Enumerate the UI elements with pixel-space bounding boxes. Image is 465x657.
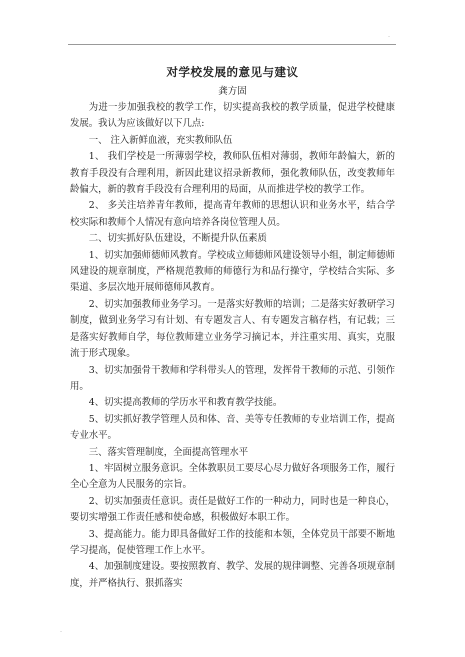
bottom-mark: - xyxy=(60,628,63,635)
corner-mark: - xyxy=(388,33,391,40)
paragraph: 2、切实加强教师业务学习。一是落实好教师的培训；二是落实好教研学习制度，做到业务学习有计划、有专题发言人、有专题发言稿存档，有记载；三是落实好教师自学，每位教师建立业务学习摘记本，并注重实用、真实，克服流于形式现象。 xyxy=(70,298,395,360)
section-heading: 二、切实抓好队伍建设，不断提升队伍素质 xyxy=(88,233,267,245)
paragraph: 3、提高能力。能力即具备做好工作的技能和本领，全体党员干部要不断地学习提高，促使管理工作上水平。 xyxy=(70,528,395,556)
author-name: 龚方固 xyxy=(218,86,247,97)
paragraph: 4、加强制度建设。要按照教育、教学、发展的规律调整、完善各项规章制度，并严格执行、狠抓落实 xyxy=(70,561,395,589)
header-rule xyxy=(68,44,396,45)
paragraph: 2、切实加强责任意识。责任是做好工作的一种动力，同时也是一种良心，要切实增强工作责任感和使命感，积极做好本职工作。 xyxy=(70,495,395,524)
paragraph: 为进一步加强我校的教学工作，切实提高我校的教学质量，促进学校健康发展。我认为应该做好以下几点: xyxy=(70,102,395,130)
page-title: 对学校发展的意见与建议 xyxy=(166,65,299,79)
document-body xyxy=(70,100,395,592)
paragraph: 1、牢固树立服务意识。全体教职员工要尽心尽力做好各项服务工作，履行全心全意为人民服务的宗旨。 xyxy=(70,462,395,491)
paragraph: 5、切实抓好教学管理人员和体、音、美等专任教师的专业培训工作，提高专业水平。 xyxy=(70,413,395,442)
paragraph: 4、切实提高教师的学历水平和教育教学技能。 xyxy=(88,397,283,409)
paragraph: 2、 多关注培养青年教师，提高青年教师的思想认识和业务水平，结合学校实际和教师个人情况有意向培养各岗位管理人员。 xyxy=(70,200,395,228)
section-heading: 三、落实管理制度，全面提高管理水平 xyxy=(88,446,249,458)
paragraph: 3、切实加强骨干教师和学科带头人的管理，发挥骨干教师的示范、引领作用。 xyxy=(70,364,395,392)
section-heading: 一、 注入新鲜血液，充实教师队伍 xyxy=(88,134,233,146)
paragraph: 1、 我们学校是一所薄弱学校，教师队伍相对薄弱，教师年龄偏大，新的教育手段没有合理利用，新因此建议招录新教师，强化教师队伍，改变教师年龄偏大，新的教育手段没有合理利用的局面，从而推进学校的教学工作。 xyxy=(70,151,395,196)
paragraph: 1、切实加强师德师风教育。学校成立师德师风建设领导小组，制定师德师风建设的规章制度，严格规范教师的师德行为和品行操守，学校结合实际、多渠道、多层次地开展师德师风教育。 xyxy=(70,249,395,294)
